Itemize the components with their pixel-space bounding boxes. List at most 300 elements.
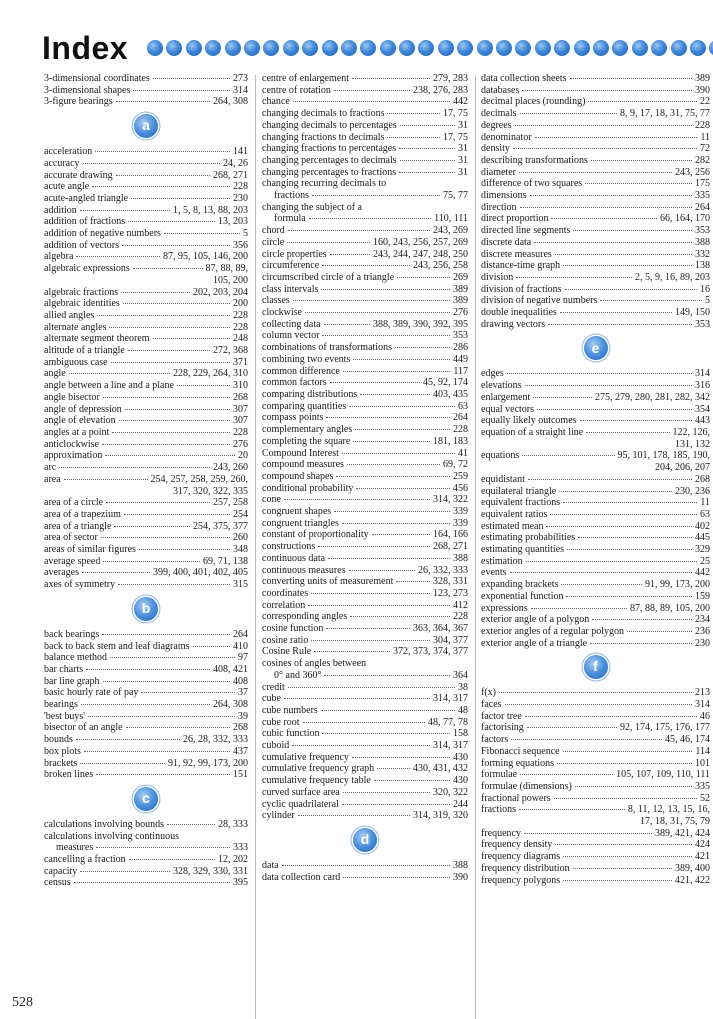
entry-leader bbox=[343, 877, 450, 878]
entry-pages: 307 bbox=[233, 415, 248, 427]
index-entry bbox=[481, 307, 710, 319]
index-entry bbox=[262, 424, 468, 436]
index-entry bbox=[262, 565, 468, 577]
entry-pages: 371 bbox=[233, 356, 248, 368]
entry-leader bbox=[513, 148, 697, 149]
entry-term: faces bbox=[481, 699, 502, 711]
index-header bbox=[42, 28, 713, 72]
entry-leader bbox=[519, 172, 672, 173]
index-entry bbox=[262, 518, 468, 530]
entry-term: measures bbox=[56, 842, 94, 854]
entry-term: equations bbox=[481, 450, 520, 462]
entry-term: 0° and 360° bbox=[274, 669, 322, 681]
index-entry bbox=[262, 272, 468, 284]
entry-term: axes of symmetry bbox=[44, 579, 116, 591]
entry-leader bbox=[555, 254, 692, 255]
index-entry bbox=[262, 401, 468, 413]
entry-term: fractions bbox=[274, 190, 309, 202]
index-entry bbox=[262, 377, 468, 389]
entry-pages: 45, 92, 174 bbox=[423, 377, 468, 389]
entry-leader bbox=[559, 491, 672, 492]
entry-leader bbox=[133, 90, 230, 91]
entry-leader bbox=[288, 230, 430, 231]
entry-pages: 282 bbox=[695, 154, 710, 166]
entry-leader bbox=[80, 763, 165, 764]
entry-term: addition of negative numbers bbox=[44, 228, 161, 240]
entry-term: databases bbox=[481, 84, 520, 96]
entry-leader bbox=[525, 716, 697, 717]
index-entry bbox=[262, 529, 468, 541]
entry-pages: 91, 92, 99, 173, 200 bbox=[168, 757, 248, 769]
index-entry bbox=[262, 412, 468, 424]
entry-pages: 202, 203, 204 bbox=[193, 286, 248, 298]
entry-pages: 26, 28, 332, 333 bbox=[183, 734, 248, 746]
entry-term: discrete measures bbox=[481, 248, 552, 260]
decorative-dot-icon bbox=[651, 40, 667, 56]
entry-term: credit bbox=[262, 681, 285, 693]
index-entry bbox=[481, 380, 710, 392]
index-entry bbox=[481, 368, 710, 380]
index-entry bbox=[481, 699, 710, 711]
index-entry bbox=[481, 155, 710, 167]
index-entry bbox=[262, 225, 468, 237]
entry-leader bbox=[499, 692, 692, 693]
entry-term: f(x) bbox=[481, 687, 496, 699]
entry-leader bbox=[561, 584, 642, 585]
index-entry bbox=[481, 260, 710, 272]
index-entry bbox=[481, 272, 710, 284]
entry-leader bbox=[96, 774, 230, 775]
entry-pages: 339 bbox=[453, 506, 468, 518]
entry-term: back bearings bbox=[44, 628, 100, 640]
entry-leader bbox=[591, 160, 692, 161]
entry-continuation-pages: 204, 206, 207 bbox=[655, 462, 710, 474]
entry-pages: 395 bbox=[233, 877, 248, 889]
index-entry bbox=[262, 237, 468, 249]
entry-leader bbox=[292, 745, 430, 746]
index-entry bbox=[44, 711, 248, 723]
entry-term: degrees bbox=[481, 119, 512, 131]
entry-pages: 158 bbox=[453, 728, 468, 740]
entry-term: collecting data bbox=[262, 318, 321, 330]
entry-pages: 95, 101, 178, 185, 190, bbox=[617, 450, 710, 462]
entry-pages: 260 bbox=[233, 532, 248, 544]
entry-leader bbox=[566, 596, 692, 597]
entry-leader bbox=[560, 312, 672, 313]
entry-pages: 141 bbox=[233, 146, 248, 158]
entry-term: centre of enlargement bbox=[262, 73, 349, 84]
entry-pages: 87, 95, 105, 146, 200 bbox=[163, 251, 248, 263]
entry-leader bbox=[399, 148, 455, 149]
index-entry bbox=[44, 392, 248, 404]
index-entry bbox=[481, 225, 710, 237]
index-entry bbox=[262, 623, 468, 635]
index-entry bbox=[262, 389, 468, 401]
entry-pages: 105, 107, 109, 110, 111 bbox=[616, 769, 710, 781]
index-entry bbox=[481, 687, 710, 699]
entry-leader bbox=[586, 432, 669, 433]
entry-leader bbox=[311, 640, 430, 641]
decorative-dot-icon bbox=[515, 40, 531, 56]
entry-leader bbox=[314, 651, 390, 652]
entry-term: common difference bbox=[262, 365, 340, 377]
entry-term: alternate segment theorem bbox=[44, 333, 150, 345]
entry-term: exponential function bbox=[481, 590, 564, 602]
entry-pages: 314 bbox=[233, 84, 248, 96]
decorative-dot-icon bbox=[360, 40, 376, 56]
entry-pages: 388, 389, 390, 392, 395 bbox=[373, 318, 468, 330]
entry-leader bbox=[76, 256, 160, 257]
entry-leader bbox=[193, 646, 231, 647]
index-entry bbox=[44, 629, 248, 641]
decorative-dot-icon bbox=[322, 40, 338, 56]
entry-leader bbox=[128, 350, 210, 351]
entry-pages: 314, 317 bbox=[433, 740, 468, 752]
index-entry bbox=[481, 295, 710, 307]
decorative-dot-icon bbox=[380, 40, 396, 56]
index-entry bbox=[481, 167, 710, 179]
index-entry bbox=[262, 717, 468, 729]
entry-term: Cosine Rule bbox=[262, 646, 312, 658]
entry-pages: 46 bbox=[700, 710, 710, 722]
entry-pages: 353 bbox=[695, 318, 710, 330]
entry-pages: 335 bbox=[695, 190, 710, 202]
index-entry bbox=[262, 705, 468, 717]
entry-term: factor tree bbox=[481, 710, 522, 722]
index-entry bbox=[481, 202, 710, 214]
entry-pages: 114 bbox=[695, 745, 710, 757]
entry-pages: 164, 166 bbox=[433, 529, 468, 541]
index-entry bbox=[262, 670, 468, 682]
entry-term: area of a circle bbox=[44, 497, 104, 509]
entry-pages: 87, 88, 89, bbox=[205, 263, 248, 275]
entry-continuation-pages: 317, 320, 322, 335 bbox=[173, 485, 248, 497]
entry-pages: 151 bbox=[233, 769, 248, 781]
entry-leader bbox=[303, 722, 426, 723]
decorative-dot-icon bbox=[554, 40, 570, 56]
entry-leader bbox=[342, 804, 450, 805]
entry-pages: 315 bbox=[233, 579, 248, 591]
entry-leader bbox=[80, 210, 170, 211]
decorative-dot-icon bbox=[205, 40, 221, 56]
index-entry bbox=[262, 108, 468, 120]
entry-pages: 8, 11, 12, 13, 15, 16, bbox=[627, 804, 710, 816]
index-entry bbox=[44, 158, 248, 170]
entry-pages: 66, 164, 170 bbox=[660, 213, 710, 225]
index-entry bbox=[44, 322, 248, 334]
entry-term: bisector of an angle bbox=[44, 722, 123, 734]
entry-term: constructions bbox=[262, 541, 316, 553]
entry-term: average speed bbox=[44, 555, 101, 567]
entry-term: circle properties bbox=[262, 248, 327, 260]
entry-term: dimensions bbox=[481, 190, 527, 202]
decorative-dot-icon bbox=[671, 40, 687, 56]
entry-pages: 1, 5, 8, 13, 88, 203 bbox=[173, 204, 248, 216]
entry-leader bbox=[387, 137, 440, 138]
index-entry bbox=[262, 775, 468, 787]
decorative-dot-icon bbox=[632, 40, 648, 56]
entry-pages: 314, 319, 320 bbox=[413, 810, 468, 822]
entry-term: frequency density bbox=[481, 839, 553, 851]
entry-pages: 243, 260 bbox=[213, 462, 248, 474]
entry-term: formula bbox=[274, 213, 306, 225]
entry-term: cosine ratio bbox=[262, 634, 309, 646]
entry-term: ambiguous case bbox=[44, 356, 108, 368]
entry-pages: 310 bbox=[233, 380, 248, 392]
index-entry bbox=[44, 687, 248, 699]
entry-leader bbox=[114, 526, 190, 527]
entry-pages: 424 bbox=[695, 839, 710, 851]
entry-term: continuous measures bbox=[262, 564, 346, 576]
entry-term: angle between a line and a plane bbox=[44, 380, 174, 392]
index-entry bbox=[481, 781, 710, 793]
entry-pages: 259 bbox=[453, 470, 468, 482]
entry-leader bbox=[103, 561, 200, 562]
entry-leader bbox=[177, 385, 230, 386]
entry-term: circle bbox=[262, 236, 285, 248]
entry-pages: 388 bbox=[453, 860, 468, 871]
entry-term: combining two events bbox=[262, 353, 351, 365]
entry-pages: 314, 317 bbox=[433, 693, 468, 705]
entry-pages: 314, 322 bbox=[433, 494, 468, 506]
index-entry bbox=[44, 722, 248, 734]
index-entry bbox=[481, 190, 710, 202]
entry-pages: 11 bbox=[700, 131, 710, 143]
entry-term: complementary angles bbox=[262, 424, 353, 436]
entry-leader bbox=[80, 871, 170, 872]
entry-leader bbox=[588, 101, 697, 102]
index-entry bbox=[481, 249, 710, 261]
entry-term: equal vectors bbox=[481, 403, 535, 415]
index-entry bbox=[481, 614, 710, 626]
entry-term: balance method bbox=[44, 652, 108, 664]
entry-term: direct proportion bbox=[481, 213, 549, 225]
index-entry bbox=[481, 237, 710, 249]
entry-term: factorising bbox=[481, 722, 524, 734]
index-entry bbox=[481, 486, 710, 498]
entry-term: addition bbox=[44, 204, 77, 216]
index-entry bbox=[481, 875, 710, 887]
index-entry bbox=[262, 330, 468, 342]
section-letter-badge bbox=[262, 824, 468, 856]
index-entry bbox=[262, 553, 468, 565]
column-divider bbox=[475, 75, 476, 1019]
entry-term: changing decimals to fractions bbox=[262, 108, 385, 120]
entry-term: area of a trapezium bbox=[44, 508, 121, 520]
entry-leader bbox=[565, 289, 697, 290]
entry-pages: 20 bbox=[238, 450, 248, 462]
entry-leader bbox=[520, 113, 617, 114]
index-entry bbox=[44, 228, 248, 240]
entry-term: angles at a point bbox=[44, 426, 110, 438]
entry-pages: 16 bbox=[700, 283, 710, 295]
entry-leader bbox=[308, 605, 450, 606]
entry-leader bbox=[324, 324, 370, 325]
entry-term: changing decimals to percentages bbox=[262, 119, 397, 131]
entry-pages: 264 bbox=[695, 201, 710, 213]
entry-pages: 456 bbox=[453, 482, 468, 494]
entry-leader bbox=[103, 397, 230, 398]
index-entry bbox=[262, 190, 468, 202]
entry-term: class intervals bbox=[262, 283, 319, 295]
entry-pages: 316 bbox=[695, 380, 710, 392]
decorative-dot-icon bbox=[147, 40, 163, 56]
entry-heading: cosines of angles between bbox=[262, 658, 367, 670]
index-entry bbox=[44, 251, 248, 263]
entry-pages: 38 bbox=[458, 681, 468, 693]
index-entry bbox=[481, 497, 710, 509]
entry-pages: 264, 308 bbox=[213, 96, 248, 108]
entry-leader bbox=[312, 195, 440, 196]
entry-leader bbox=[522, 455, 614, 456]
entry-leader bbox=[397, 277, 450, 278]
entry-term: curved surface area bbox=[262, 786, 340, 798]
index-entry bbox=[481, 828, 710, 840]
index-entry bbox=[481, 769, 710, 781]
entry-leader bbox=[534, 242, 692, 243]
entry-leader bbox=[528, 479, 692, 480]
entry-term: coordinates bbox=[262, 587, 309, 599]
entry-pages: 430 bbox=[453, 751, 468, 763]
decorative-dot-icon bbox=[186, 40, 202, 56]
entry-term: decimals bbox=[481, 108, 517, 120]
entry-pages: 243, 269 bbox=[433, 225, 468, 237]
entry-term: expressions bbox=[481, 602, 528, 614]
entry-term: allied angles bbox=[44, 309, 95, 321]
index-entry bbox=[262, 682, 468, 694]
entry-leader bbox=[102, 444, 230, 445]
index-entry bbox=[262, 787, 468, 799]
entry-term: compass points bbox=[262, 412, 324, 424]
entry-pages: 69, 72 bbox=[443, 459, 468, 471]
entry-term: circumscribed circle of a triangle bbox=[262, 271, 395, 283]
entry-pages: 390 bbox=[695, 84, 710, 96]
entry-leader bbox=[311, 593, 430, 594]
entry-leader bbox=[396, 581, 430, 582]
index-entry bbox=[44, 333, 248, 345]
index-entry bbox=[481, 143, 710, 155]
index-entry bbox=[262, 120, 468, 132]
entry-continuation-pages: 17, 18, 31, 75, 79 bbox=[640, 816, 710, 828]
entry-pages: 2, 5, 9, 16, 89, 203 bbox=[635, 271, 710, 283]
entry-term: census bbox=[44, 877, 71, 889]
entry-pages: 92, 174, 175, 176, 177 bbox=[620, 722, 710, 734]
entry-pages: 244 bbox=[453, 798, 468, 810]
entry-pages: 123, 273 bbox=[433, 587, 468, 599]
entry-term: alternate angles bbox=[44, 321, 107, 333]
index-entry bbox=[262, 295, 468, 307]
index-entry bbox=[44, 345, 248, 357]
entry-leader bbox=[293, 300, 450, 301]
index-entry bbox=[262, 600, 468, 612]
entry-pages: 268 bbox=[233, 722, 248, 734]
entry-leader bbox=[520, 774, 613, 775]
entry-leader bbox=[305, 312, 450, 313]
entry-term: events bbox=[481, 567, 507, 579]
entry-pages: 5 bbox=[705, 295, 710, 307]
entry-term: column vector bbox=[262, 330, 320, 342]
index-entry bbox=[481, 392, 710, 404]
entry-pages: 275, 279, 280, 281, 282, 342 bbox=[595, 391, 710, 403]
decorative-dot-icon bbox=[244, 40, 260, 56]
entry-leader bbox=[133, 268, 203, 269]
entry-term: Fibonacci sequence bbox=[481, 745, 560, 757]
index-entry bbox=[44, 263, 248, 275]
index-column-1 bbox=[44, 73, 248, 889]
entry-term: frequency distribution bbox=[481, 862, 570, 874]
entry-leader bbox=[567, 549, 692, 550]
entry-leader bbox=[575, 786, 692, 787]
index-entry bbox=[44, 450, 248, 462]
index-entry bbox=[262, 752, 468, 764]
index-entry bbox=[481, 178, 710, 190]
entry-pages: 243, 256, 258 bbox=[413, 260, 468, 272]
entry-pages: 31 bbox=[458, 154, 468, 166]
index-entry bbox=[44, 205, 248, 217]
index-entry bbox=[262, 494, 468, 506]
index-entry bbox=[262, 635, 468, 647]
entry-term: broken lines bbox=[44, 769, 94, 781]
entry-term: frequency diagrams bbox=[481, 851, 561, 863]
entry-leader bbox=[318, 546, 430, 547]
entry-term: averages bbox=[44, 567, 79, 579]
decorative-dot-icon bbox=[593, 40, 609, 56]
entry-leader bbox=[535, 137, 698, 138]
entry-leader bbox=[86, 669, 210, 670]
entry-pages: 159 bbox=[695, 590, 710, 602]
index-entry bbox=[262, 260, 468, 272]
index-entry bbox=[481, 450, 710, 462]
entry-pages: 8, 9, 17, 18, 31, 75, 77 bbox=[620, 108, 710, 120]
index-entry bbox=[481, 427, 710, 439]
entry-term: bearings bbox=[44, 699, 78, 711]
entry-pages: 320, 322 bbox=[433, 786, 468, 798]
entry-leader bbox=[400, 160, 455, 161]
index-entry bbox=[262, 799, 468, 811]
entry-term: areas of similar figures bbox=[44, 544, 136, 556]
entry-term: altitude of a triangle bbox=[44, 345, 125, 357]
entry-leader bbox=[353, 441, 430, 442]
entry-leader bbox=[309, 218, 431, 219]
entry-pages: 101 bbox=[695, 757, 710, 769]
entry-pages: 390 bbox=[453, 871, 468, 883]
entry-leader bbox=[321, 710, 455, 711]
entry-leader bbox=[128, 221, 215, 222]
entry-pages: 26, 332, 333 bbox=[418, 564, 468, 576]
index-entry bbox=[262, 506, 468, 518]
entry-continuation-pages: 131, 132 bbox=[675, 438, 710, 450]
entry-term: circumference bbox=[262, 260, 320, 272]
entry-leader bbox=[322, 733, 450, 734]
entry-pages: 254 bbox=[233, 508, 248, 520]
entry-term: cube numbers bbox=[262, 704, 318, 716]
entry-term: bar charts bbox=[44, 663, 84, 675]
entry-pages: 421 bbox=[695, 851, 710, 863]
entry-leader bbox=[343, 371, 451, 372]
index-entry bbox=[262, 693, 468, 705]
entry-pages: 335 bbox=[695, 780, 710, 792]
index-entry bbox=[262, 132, 468, 144]
entry-term: basic hourly rate of pay bbox=[44, 687, 139, 699]
entry-term: anticlockwise bbox=[44, 438, 99, 450]
entry-leader bbox=[106, 502, 210, 503]
entry-term: discrete data bbox=[481, 236, 532, 248]
entry-leader bbox=[141, 692, 235, 693]
entry-term: bounds bbox=[44, 734, 73, 746]
index-entry bbox=[481, 213, 710, 225]
entry-pages: 63 bbox=[458, 400, 468, 412]
index-entry bbox=[481, 544, 710, 556]
